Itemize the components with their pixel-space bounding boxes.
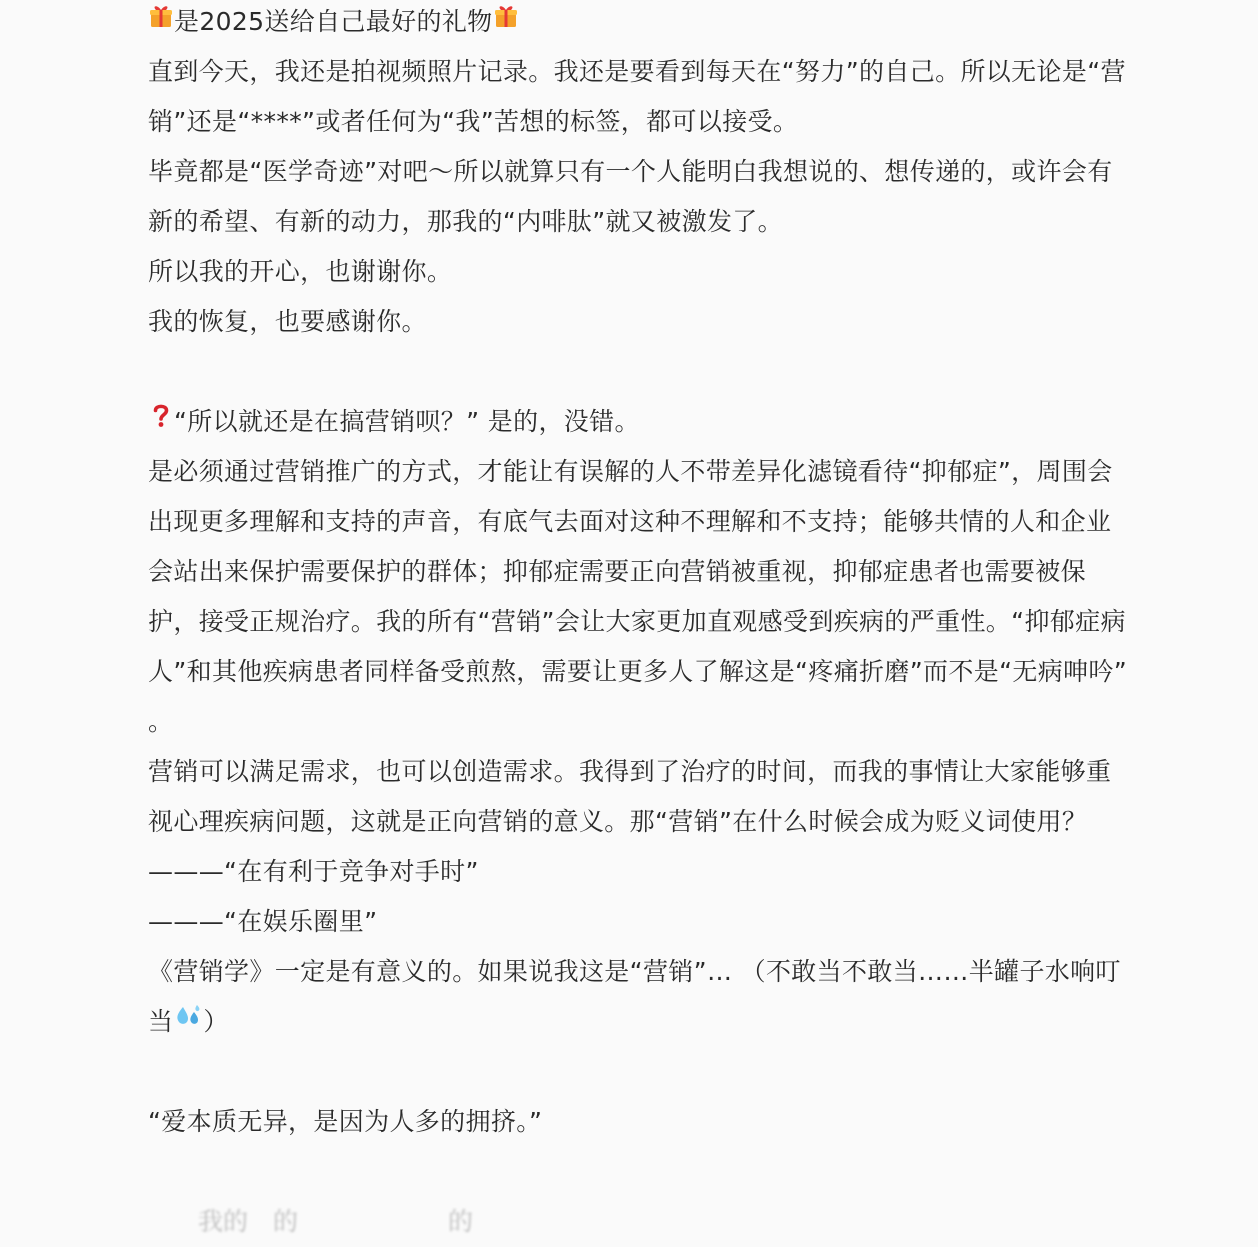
partial-line-cutoff: 我的 的 的	[148, 1207, 474, 1236]
line-text-before-emoji: 当	[148, 1007, 174, 1036]
paragraph-line: 新的希望、有新的动力，那我的“内啡肽”就又被激发了。	[148, 207, 784, 236]
paragraph-line: 毕竟都是“医学奇迹”对吧～所以就算只有一个人能明白我想说的、想传递的，或许会有	[148, 157, 1113, 186]
post-title-line	[148, 0, 1218, 47]
paragraph-line: 。	[148, 707, 174, 736]
paragraph-line: 是必须通过营销推广的方式，才能让有误解的人不带差异化滤镜看待“抑郁症”，周围会	[148, 457, 1113, 486]
paragraph-line: 出现更多理解和支持的声音，有底气去面对这种不理解和不支持；能够共情的人和企业	[148, 507, 1112, 536]
paragraph-line: 我的恢复，也要感谢你。	[148, 307, 427, 336]
paragraph-line	[148, 997, 1218, 1047]
red-question-mark-icon	[148, 396, 174, 446]
post-title-text: 是2025送给自己最好的礼物	[174, 7, 493, 36]
paragraph-line: 《营销学》一定是有意义的。如果说我这是“营销”… （不敢当不敢当……半罐子水响叮	[148, 957, 1121, 986]
paragraph-line: 人”和其他疾病患者同样备受煎熬，需要让更多人了解这是“疼痛折磨”而不是“无病呻吟”	[148, 657, 1128, 686]
blank-line	[148, 1147, 1218, 1197]
gift-emoji-icon	[493, 0, 519, 46]
question-heading-line	[148, 397, 1218, 447]
blank-line	[148, 347, 1218, 397]
dash-line: ———“在娱乐圈里”	[148, 907, 378, 936]
question-heading-text: “所以就还是在搞营销呗？” 是的，没错。	[174, 407, 640, 436]
sweat-droplets-icon	[173, 996, 203, 1046]
post-body	[148, 0, 1218, 1236]
paragraph-line: 所以我的开心，也谢谢你。	[148, 257, 453, 286]
dash-line: ———“在有利于竞争对手时”	[148, 857, 479, 886]
quote-line: “爱本质无异，是因为人多的拥挤。”	[148, 1107, 543, 1136]
paragraph-line: 直到今天，我还是拍视频照片记录。我还是要看到每天在“努力”的自己。所以无论是“营	[148, 57, 1126, 86]
paragraph-line: 销”还是“****”或者任何为“我”苦想的标签，都可以接受。	[148, 107, 799, 136]
gift-emoji-icon	[148, 0, 174, 46]
line-text-after-emoji: ）	[203, 1007, 229, 1036]
paragraph-line: 视心理疾病问题，这就是正向营销的意义。那“营销”在什么时候会成为贬义词使用？	[148, 807, 1088, 836]
paragraph-line: 营销可以满足需求，也可以创造需求。我得到了治疗的时间，而我的事情让大家能够重	[148, 757, 1112, 786]
paragraph-line: 会站出来保护需要保护的群体；抑郁症需要正向营销被重视，抑郁症患者也需要被保	[148, 557, 1086, 586]
blank-line	[148, 1047, 1218, 1097]
paragraph-line: 护，接受正规治疗。我的所有“营销”会让大家更加直观感受到疾病的严重性。“抑郁症病	[148, 607, 1126, 636]
